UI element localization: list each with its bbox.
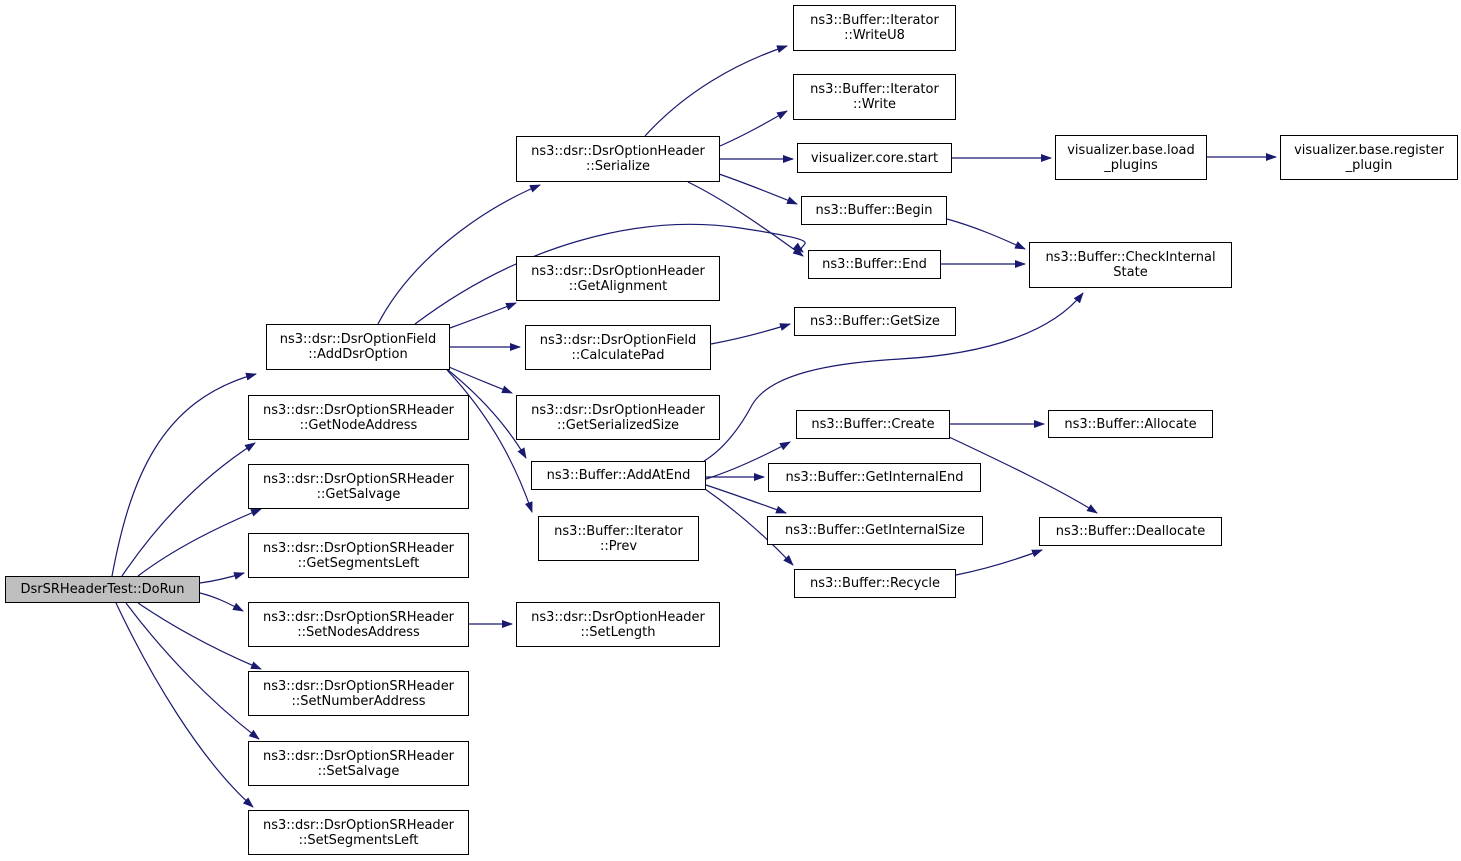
node-label-line: ::CalculatePad xyxy=(571,347,665,363)
graph-node-add-at-end[interactable] xyxy=(531,461,706,490)
node-label-line: ::GetSerializedSize xyxy=(556,417,680,433)
graph-node-set-segments-left[interactable] xyxy=(248,810,469,855)
node-label-line: ns3::Buffer::Iterator xyxy=(810,82,939,97)
graph-node-get-segments-left[interactable] xyxy=(248,533,469,578)
node-label-line: ::WriteU8 xyxy=(844,28,905,43)
graph-node-get-serialized-size[interactable] xyxy=(516,395,720,440)
node-label-line: ns3::Buffer::Allocate xyxy=(1064,416,1197,432)
node-label-line: ns3::Buffer::Recycle xyxy=(809,576,941,591)
node-label-line: ::Write xyxy=(852,97,897,112)
graph-node-set-salvage[interactable] xyxy=(248,741,469,786)
graph-node-iterator-write[interactable] xyxy=(793,74,956,120)
node-label-line: ns3::dsr::DsrOptionSRHeader xyxy=(262,609,455,625)
node-label-line: ::Serialize xyxy=(586,159,650,174)
node-label-line: ns3::Buffer::Create xyxy=(811,417,935,432)
node-label-line: ns3::dsr::DsrOptionField xyxy=(539,332,697,348)
node-label-line: ns3::Buffer::Deallocate xyxy=(1055,524,1206,539)
graph-node-get-alignment[interactable] xyxy=(516,256,720,301)
node-label-line: ns3::dsr::DsrOptionHeader xyxy=(531,609,705,625)
node-label-line: ::SetLength xyxy=(580,624,656,640)
graph-node-buffer-allocate[interactable] xyxy=(1048,410,1213,438)
node-label-line: ns3::dsr::DsrOptionSRHeader xyxy=(262,471,455,487)
graph-node-iterator-write-u8[interactable] xyxy=(793,5,956,51)
node-label-line: ns3::Buffer::Iterator xyxy=(810,13,939,28)
node-label-line: ::GetAlignment xyxy=(568,278,668,294)
graph-node-register-plugin[interactable] xyxy=(1280,135,1458,180)
node-label-line: ns3::Buffer::End xyxy=(822,257,927,272)
graph-node-get-node-address[interactable] xyxy=(248,395,469,440)
node-label-line: ns3::dsr::DsrOptionSRHeader xyxy=(262,817,455,833)
node-label-line: ns3::Buffer::CheckInternal xyxy=(1045,250,1216,265)
graph-node-dorun xyxy=(5,576,200,603)
node-label-line: ::Prev xyxy=(599,538,638,554)
graph-node-serialize[interactable] xyxy=(516,136,720,182)
node-label-line: visualizer.base.load xyxy=(1067,142,1195,158)
graph-node-add-dsr-option[interactable] xyxy=(266,324,450,370)
graph-node-buffer-recycle[interactable] xyxy=(794,569,956,598)
node-label-line: ns3::Buffer::GetSize xyxy=(810,314,940,329)
node-label-line: ns3::Buffer::Iterator xyxy=(554,523,683,539)
graph-node-buffer-deallocate[interactable] xyxy=(1039,517,1222,546)
graph-node-visualizer-core-start[interactable] xyxy=(797,143,952,173)
graph-node-load-plugins[interactable] xyxy=(1055,135,1207,180)
node-label-line: ::GetNodeAddress xyxy=(299,417,418,433)
graph-node-set-nodes-address[interactable] xyxy=(248,602,469,647)
graph-node-buffer-create[interactable] xyxy=(796,410,950,439)
node-label-line: ns3::dsr::DsrOptionSRHeader xyxy=(262,678,455,694)
node-label-line: ns3::dsr::DsrOptionSRHeader xyxy=(262,748,455,764)
node-label-line: ns3::Buffer::AddAtEnd xyxy=(546,468,691,483)
node-label-line: _plugin xyxy=(1345,157,1393,173)
graph-node-set-number-address[interactable] xyxy=(248,671,469,716)
node-label-line: ns3::Buffer::GetInternalSize xyxy=(785,523,965,538)
node-label-line: ::AddDsrOption xyxy=(308,347,408,362)
node-label-line: ns3::Buffer::Begin xyxy=(815,203,933,218)
node-label-line: ns3::dsr::DsrOptionHeader xyxy=(531,144,705,159)
node-label-line: _plugins xyxy=(1104,157,1158,173)
node-label-line: ns3::dsr::DsrOptionHeader xyxy=(531,263,705,279)
node-label-line: ns3::dsr::DsrOptionHeader xyxy=(531,402,705,418)
node-label-line: ns3::dsr::DsrOptionSRHeader xyxy=(262,540,455,556)
node-label-line: visualizer.base.register xyxy=(1294,142,1444,158)
node-label-line: ::GetSalvage xyxy=(316,486,401,502)
graph-node-get-salvage[interactable] xyxy=(248,464,469,509)
graph-node-set-length[interactable] xyxy=(516,602,720,647)
graph-node-check-internal-state[interactable] xyxy=(1029,242,1232,288)
node-label-line: ::SetSalvage xyxy=(317,763,400,779)
node-label-line: DsrSRHeaderTest::DoRun xyxy=(20,582,185,597)
graph-node-buffer-get-size[interactable] xyxy=(794,307,956,336)
node-label-line: ns3::Buffer::GetInternalEnd xyxy=(785,470,964,485)
node-label-line: ::SetNumberAddress xyxy=(291,693,426,709)
node-label-line: ::SetNodesAddress xyxy=(297,624,420,640)
node-label-line: ::GetSegmentsLeft xyxy=(297,555,420,571)
node-label-line: ns3::dsr::DsrOptionField xyxy=(279,332,437,347)
graph-node-iterator-prev[interactable] xyxy=(538,516,699,561)
graph-node-calculate-pad[interactable] xyxy=(525,325,711,370)
graph-node-buffer-begin[interactable] xyxy=(801,196,947,225)
graph-node-get-internal-end[interactable] xyxy=(768,463,981,492)
node-label-line: State xyxy=(1113,265,1148,280)
node-label-line: ::SetSegmentsLeft xyxy=(298,832,419,848)
graph-node-get-internal-size[interactable] xyxy=(767,516,983,545)
node-label-line: visualizer.core.start xyxy=(810,150,939,166)
node-label-line: ns3::dsr::DsrOptionSRHeader xyxy=(262,402,455,418)
graph-node-buffer-end[interactable] xyxy=(808,250,941,279)
